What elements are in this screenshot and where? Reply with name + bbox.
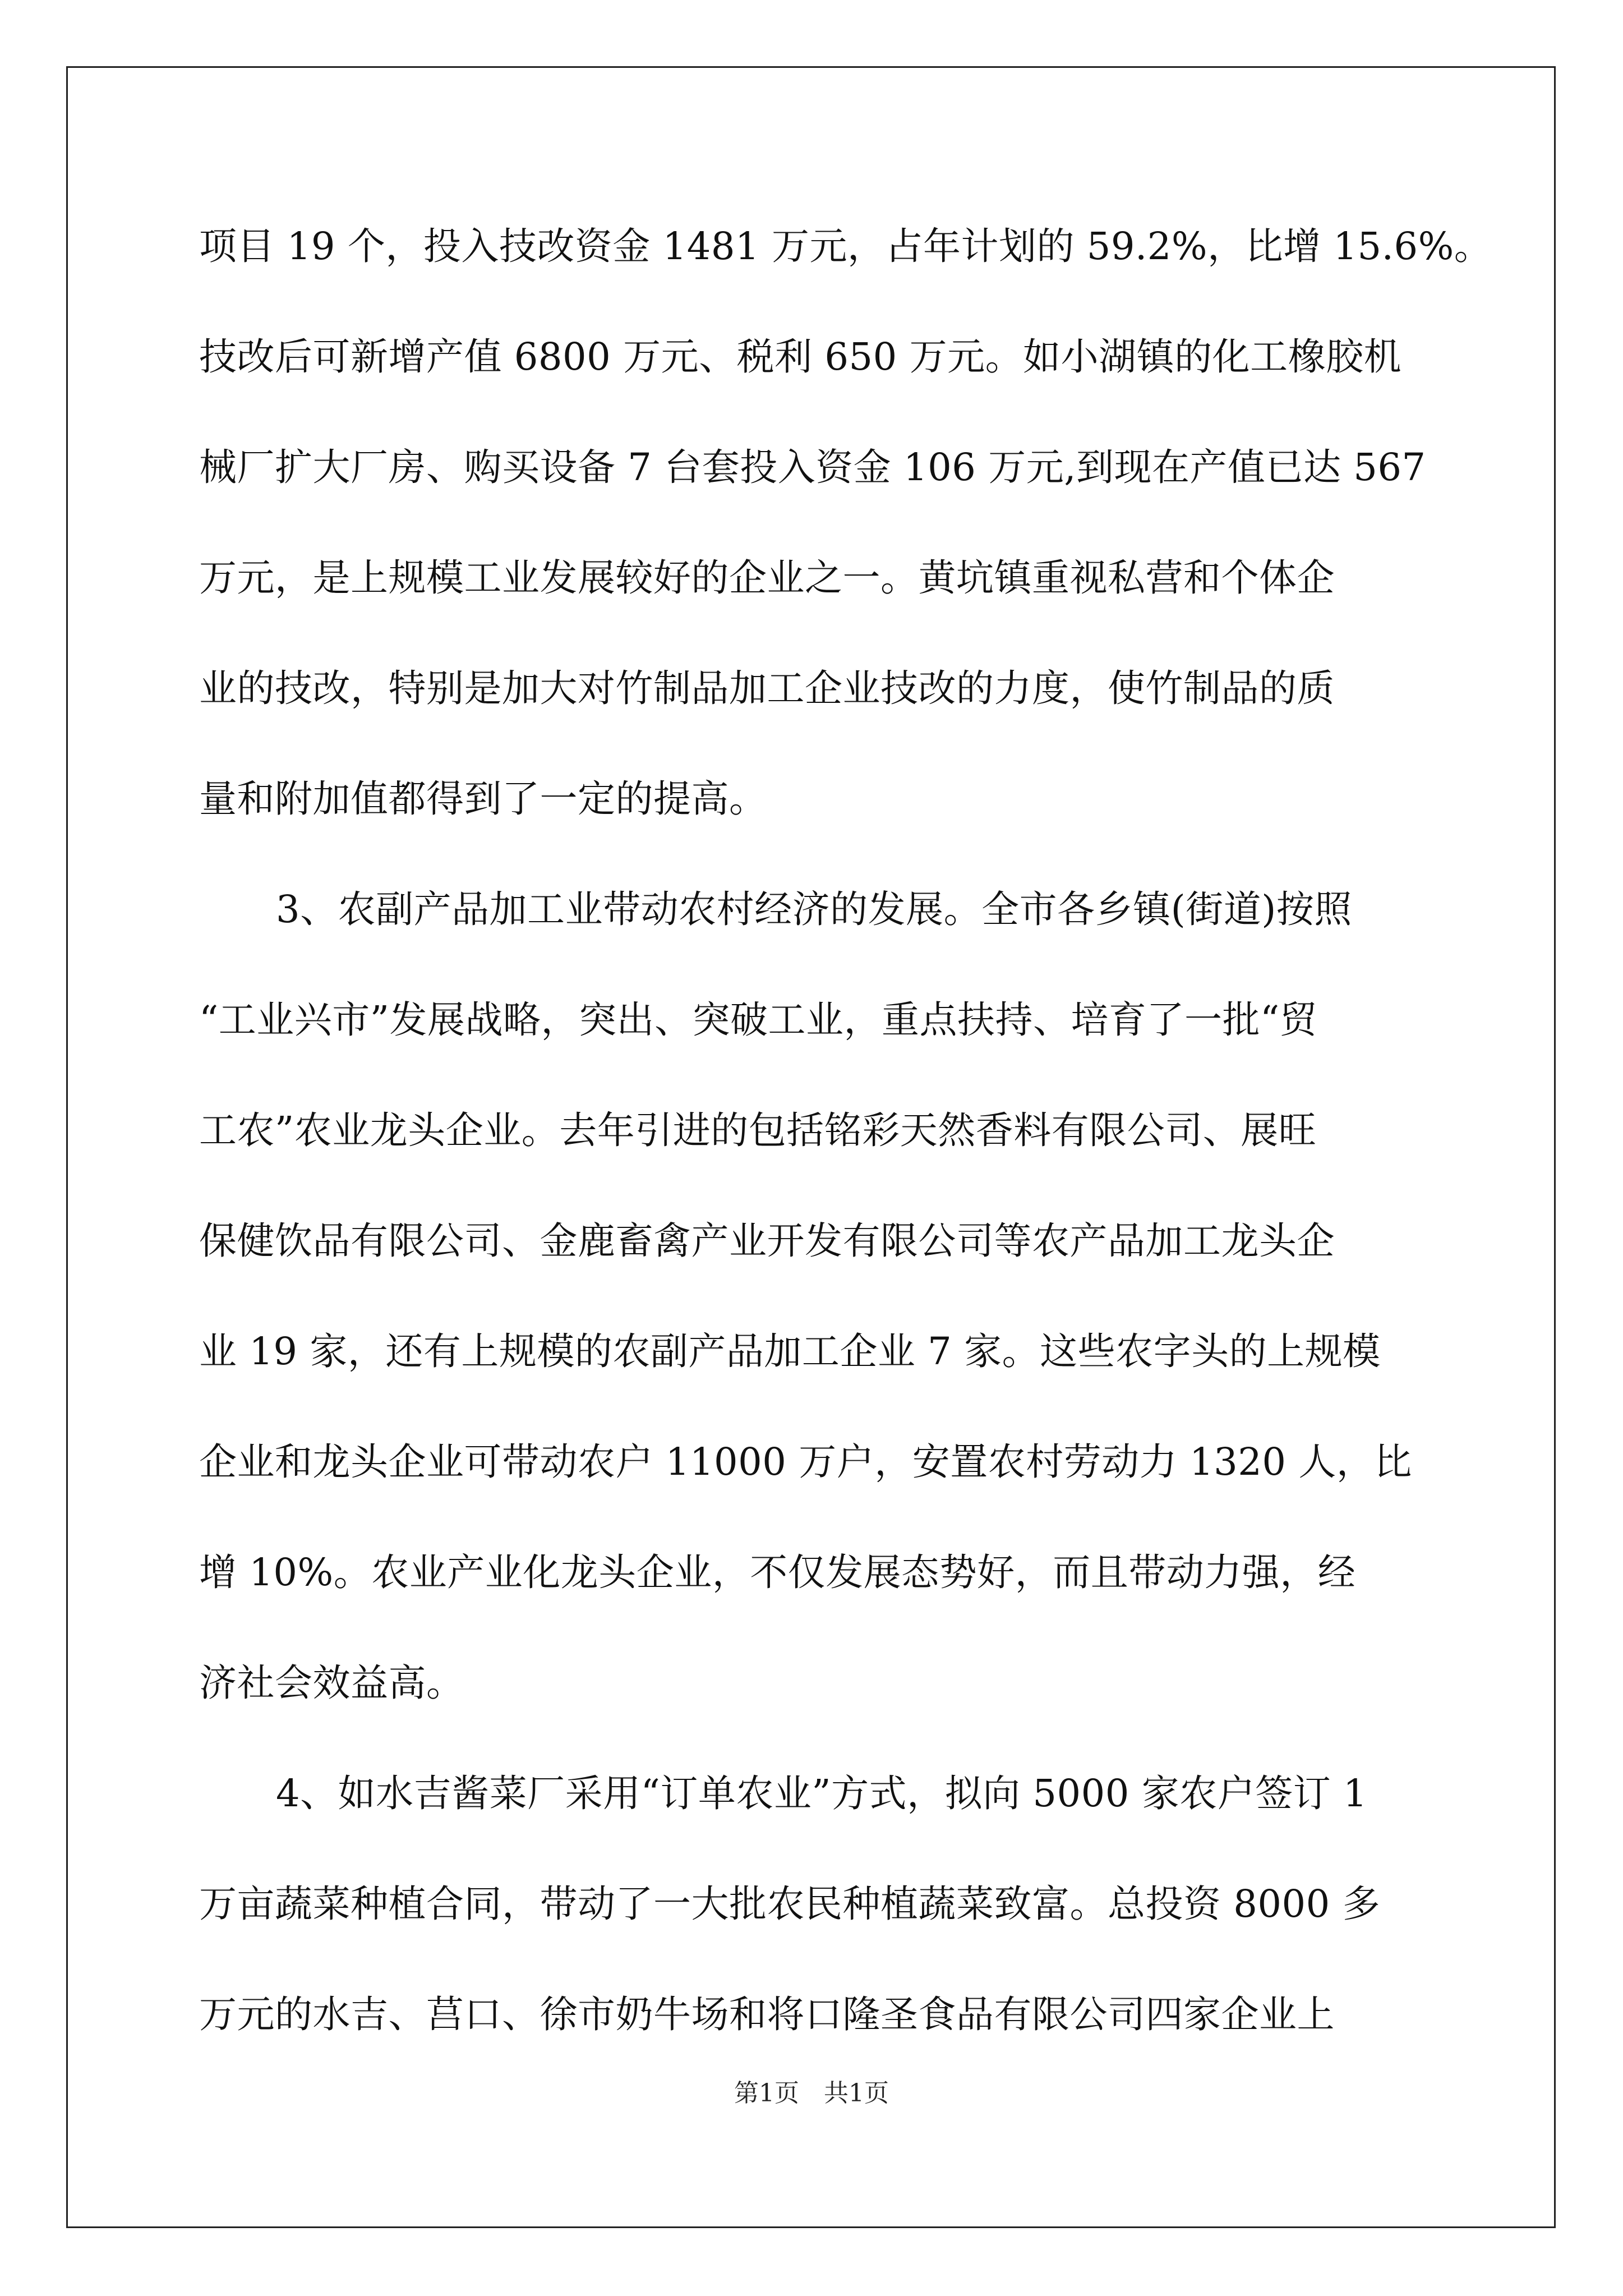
text-line: 械厂扩大厂房、购买设备 7 台套投入资金 106 万元,到现在产值已达 567: [199, 445, 1426, 489]
text-line: 企业和龙头企业可带动农户 11000 万户，安置农村劳动力 1320 人，比: [199, 1440, 1412, 1484]
text-line: 业的技改，特别是加大对竹制品加工企业技改的力度，使竹制品的质: [199, 666, 1335, 710]
text-line: 业 19 家，还有上规模的农副产品加工企业 7 家。这些农字头的上规模: [199, 1329, 1381, 1373]
text-line: 技改后可新增产值 6800 万元、税利 650 万元。如小湖镇的化工橡胶机: [199, 335, 1402, 379]
paragraph-start-line: 3、农副产品加工业带动农村经济的发展。全市各乡镇(街道)按照: [276, 887, 1352, 931]
text-line: 万元，是上规模工业发展较好的企业之一。黄坑镇重视私营和个体企: [199, 556, 1335, 600]
text-line: 万亩蔬菜种植合同，带动了一大批农民种植蔬菜致富。总投资 8000 多: [199, 1882, 1381, 1926]
document-body: [199, 213, 1492, 2092]
text-line: 济社会效益高。: [199, 1661, 464, 1705]
text-line: 量和附加值都得到了一定的提高。: [199, 777, 767, 821]
page-footer: 第1页 共1页: [734, 2079, 889, 2108]
text-line: 工农”农业龙头企业。去年引进的包括铭彩天然香料有限公司、展旺: [199, 1108, 1317, 1152]
paragraph-start-line: 4、如水吉酱菜厂采用“订单农业”方式，拟向 5000 家农户签订 1: [276, 1772, 1368, 1815]
text-line: 万元的水吉、莒口、徐市奶牛场和将口隆圣食品有限公司四家企业上: [199, 1993, 1335, 2036]
text-line: 项目 19 个，投入技改资金 1481 万元，占年计划的 59.2%，比增 15.6%。: [199, 224, 1492, 268]
text-line: 增 10%。农业产业化龙头企业，不仅发展态势好，而且带动力强，经: [199, 1550, 1356, 1594]
text-line: “工业兴市”发展战略，突出、突破工业，重点扶持、培育了一批“贸: [199, 998, 1318, 1042]
text-line: 保健饮品有限公司、金鹿畜禽产业开发有限公司等农产品加工龙头企: [199, 1219, 1335, 1263]
